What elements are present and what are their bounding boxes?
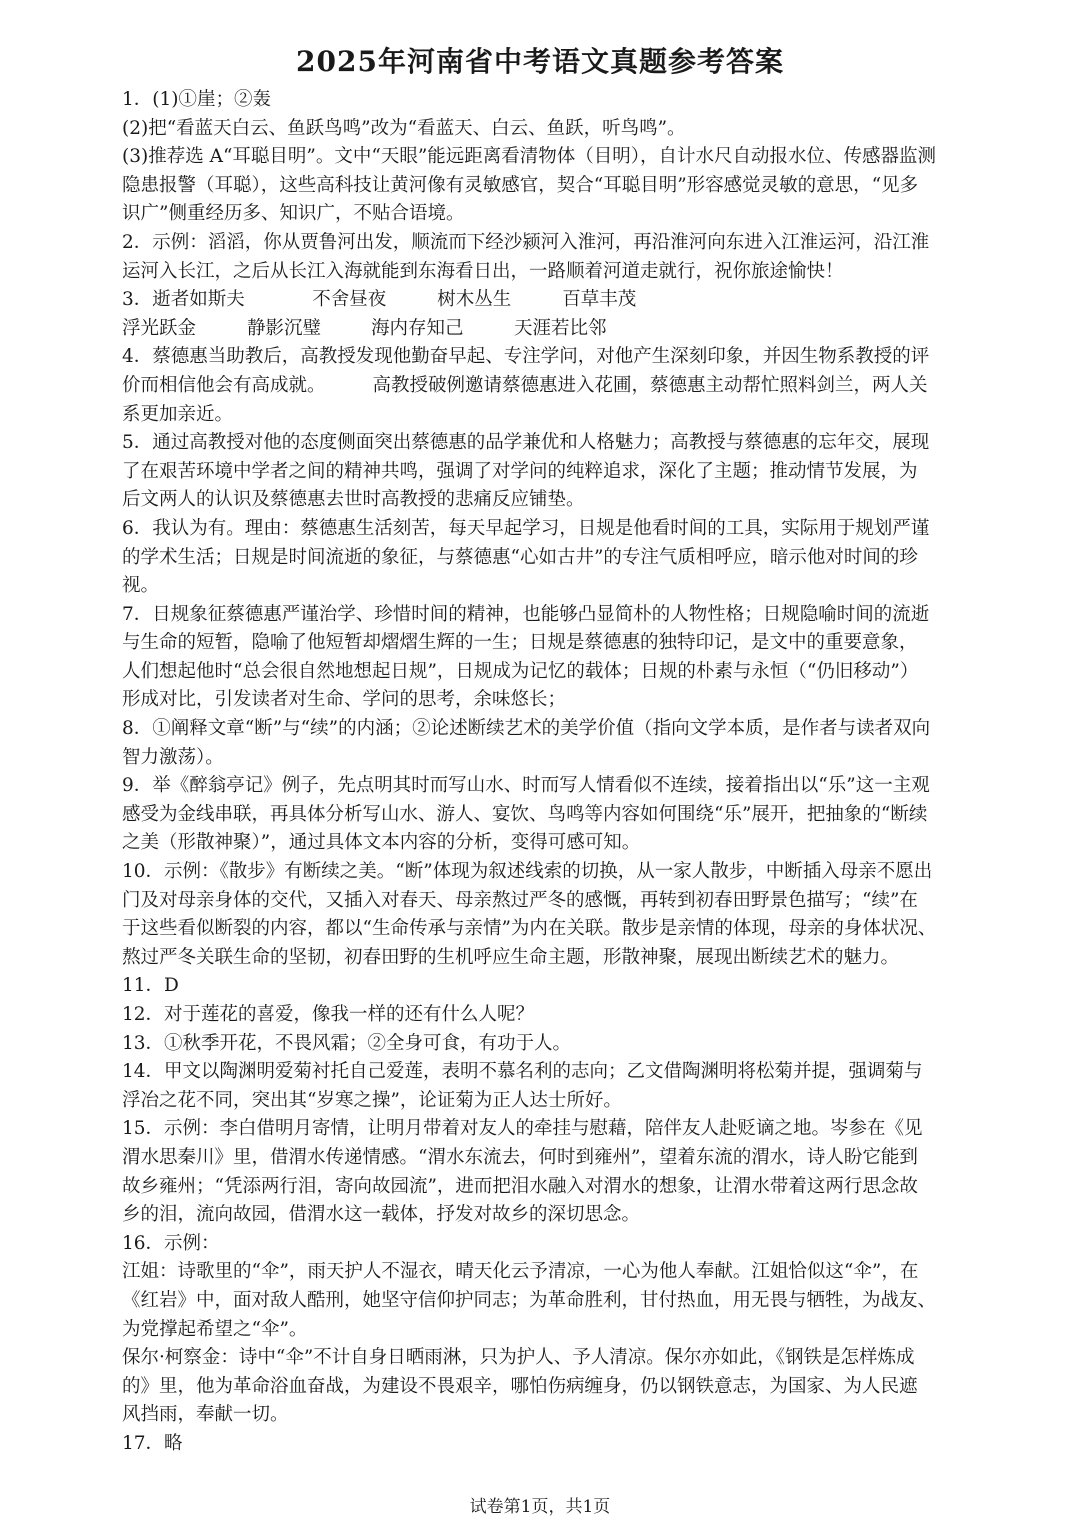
- text-line: 12．对于莲花的喜爱，像我一样的还有什么人呢？: [122, 1004, 535, 1025]
- text-line: 《红岩》中，面对敌人酷刑，她坚守信仰护同志；为革命胜利，甘付热血，用无畏与牺牲，为战友、: [122, 1289, 937, 1311]
- text-line: 价而相信他会有高成就。 高教授破例邀请蔡德惠进入花圃，蔡德惠主动帮忙照料剑兰，两人关: [122, 374, 928, 396]
- text-line: 13．①秋季开花，不畏风霜；②全身可食，有功于人。: [122, 1032, 572, 1054]
- page-title: 2025年河南省中考语文真题参考答案: [296, 45, 784, 78]
- idiom: 海内存知己: [371, 317, 464, 339]
- text-line: 门及对母亲身体的交代，又插入对春天、母亲熬过严冬的感慨，再转到初春田野景色描写；“续”在: [122, 889, 918, 911]
- text-line: 隐患报警（耳聪），这些高科技让黄河像有灵敏感官，契合“耳聪目明”形容感觉灵敏的意思，“见多: [122, 174, 919, 196]
- text-line: 的》里，他为革命浴血奋战，为建设不畏艰辛，哪怕伤病缠身，仍以钢铁意志，为国家、为人民遮: [122, 1375, 918, 1397]
- text-line: 8．①阐释文章“断”与“续”的内涵；②论述断续艺术的美学价值（指向文学本质，是作者与读者双向: [122, 718, 931, 740]
- text-line: 了在艰苦环境中学者之间的精神共鸣，强调了对学问的纯粹追求，深化了主题；推动情节发展，为: [122, 460, 918, 482]
- text-line: 智力激荡）。: [122, 746, 224, 768]
- text-line: 乡的泪，流向故园，借渭水这一载体，抒发对故乡的深切思念。: [122, 1204, 641, 1226]
- idiom-row-1: [122, 286, 946, 315]
- idiom-row-2: [122, 315, 946, 344]
- text-line: 运河入长江，之后从长江入海就能到东海看日出，一路顺着河道走就行，祝你旅途愉快！: [122, 260, 844, 282]
- idiom-number: 3．: [122, 289, 153, 311]
- text-line: (2)把“看蓝天白云、鱼跃鸟鸣”改为“看蓝天、白云、鱼跃，听鸟鸣”。: [122, 117, 686, 139]
- text-line: 10．示例：《散步》有断续之美。“断”体现为叙述线索的切换，从一家人散步，中断插入母亲不愿出: [122, 861, 933, 883]
- text-line: 识广”侧重经历多、知识广，不贴合语境。: [122, 203, 465, 225]
- text-line: 风挡雨，奉献一切。: [122, 1404, 289, 1426]
- text-line: 熬过严冬关联生命的坚韧，初春田野的生机呼应生命主题，形散神聚，展现出断续艺术的魅力。: [122, 946, 900, 968]
- text-line: 14．甲文以陶渊明爱菊衬托自己爱莲，表明不慕名利的志向；乙文借陶渊明将松菊并提，强调菊与: [122, 1061, 923, 1083]
- text-line: 形成对比，引发读者对生命、学问的思考，余味悠长；: [122, 689, 567, 711]
- text-line: (3)推荐选 A“耳聪目明”。文中“天眼”能远距离看清物体（目明），自计水尺自动报水位、传感器监测: [122, 146, 937, 168]
- text-line: 15．示例：李白借明月寄情，让明月带着对友人的牵挂与慰藉，陪伴友人赴贬谪之地。岑参在《见: [122, 1118, 923, 1140]
- idiom: 天涯若比邻: [514, 317, 607, 339]
- answer-body: [122, 86, 946, 1459]
- page-footer: 试卷第1页，共1页: [469, 1497, 611, 1517]
- text-line: 17．略: [122, 1432, 183, 1454]
- text-line: 浮冶之花不同，突出其“岁寒之操”，论证菊为正人达士所好。: [122, 1089, 622, 1111]
- text-line: 与生命的短暂，隐喻了他短暂却熠熠生辉的一生；日规是蔡德惠的独特印记，是文中的重要意象，: [122, 632, 918, 654]
- idiom: 浮光跃金: [122, 317, 197, 339]
- text-line: 后文两人的认识及蔡德惠去世时高教授的悲痛反应铺垫。: [122, 489, 585, 511]
- idiom: 逝者如斯夫: [152, 289, 245, 311]
- text-line: 视。: [122, 575, 160, 597]
- idiom: 静影沉璧: [247, 317, 322, 339]
- text-line: 2．示例：滔滔，你从贾鲁河出发，顺流而下经沙颍河入淮河，再沿淮河向东进入江淮运河，沿江淮: [122, 231, 930, 253]
- idiom: 百草丰茂: [562, 289, 637, 311]
- text-line: 16．示例：: [122, 1232, 220, 1254]
- text-line: 4．蔡德惠当助教后，高教授发现他勤奋早起、专注学问，对他产生深刻印象，并因生物系教授的评: [122, 346, 930, 368]
- text-line: 渭水思秦川》里，借渭水传递情感。“渭水东流去，何时到雍州”，望着东流的渭水，诗人盼它能到: [122, 1146, 918, 1168]
- text-line: 5．通过高教授对他的态度侧面突出蔡德惠的品学兼优和人格魅力；高教授与蔡德惠的忘年交，展现: [122, 432, 930, 454]
- text-line: 11．D: [122, 975, 179, 997]
- text-line: 的学术生活；日规是时间流逝的象征，与蔡德惠“心如古井”的专注气质相呼应，暗示他对时间的珍: [122, 546, 918, 568]
- idiom: 树木丛生: [437, 289, 512, 311]
- text-line: 1．(1)①崖；②轰: [122, 89, 271, 110]
- text-line: 7．日规象征蔡德惠严谨治学、珍惜时间的精神，也能够凸显简朴的人物性格；日规隐喻时间的流逝: [122, 603, 930, 625]
- text-line: 于这些看似断裂的内容，都以“生命传承与亲情”为内在关联。散步是亲情的体现，母亲的身体状况、: [122, 918, 937, 940]
- text-line: 感受为金线串联，再具体分析写山水、游人、宴饮、鸟鸣等内容如何围绕“乐”展开，把抽象的“断续: [122, 803, 928, 825]
- text-line: 6．我认为有。理由：蔡德惠生活刻苦，每天早起学习，日规是他看时间的工具，实际用于规划严谨: [122, 517, 930, 539]
- text-line: 江姐：诗歌里的“伞”，雨天护人不湿衣，晴天化云予清凉，一心为他人奉献。江姐恰似这“伞”，在: [122, 1261, 919, 1283]
- idiom: 不舍昼夜: [312, 289, 387, 311]
- text-line: 系更加亲近。: [122, 403, 234, 425]
- text-line: 为党撑起希望之“伞”。: [122, 1318, 308, 1340]
- text-line: 之美（形散神聚）”，通过具体文本内容的分析，变得可感可知。: [122, 832, 641, 854]
- text-line: 故乡雍州；“凭添两行泪，寄向故园流”，进而把泪水融入对渭水的想象，让渭水带着这两行思念故: [122, 1175, 918, 1197]
- text-line: 9．举《醉翁亭记》例子，先点明其时而写山水、时而写人情看似不连续，接着指出以“乐”这一主观: [122, 775, 930, 797]
- text-line: 保尔·柯察金：诗中“伞”不计自身日晒雨淋，只为护人、予人清凉。保尔亦如此，《钢铁是怎样炼成: [122, 1347, 915, 1369]
- text-line: 人们想起他时“总会很自然地想起日规”，日规成为记忆的载体；日规的朴素与永恒（“仍旧移动”）: [122, 660, 919, 682]
